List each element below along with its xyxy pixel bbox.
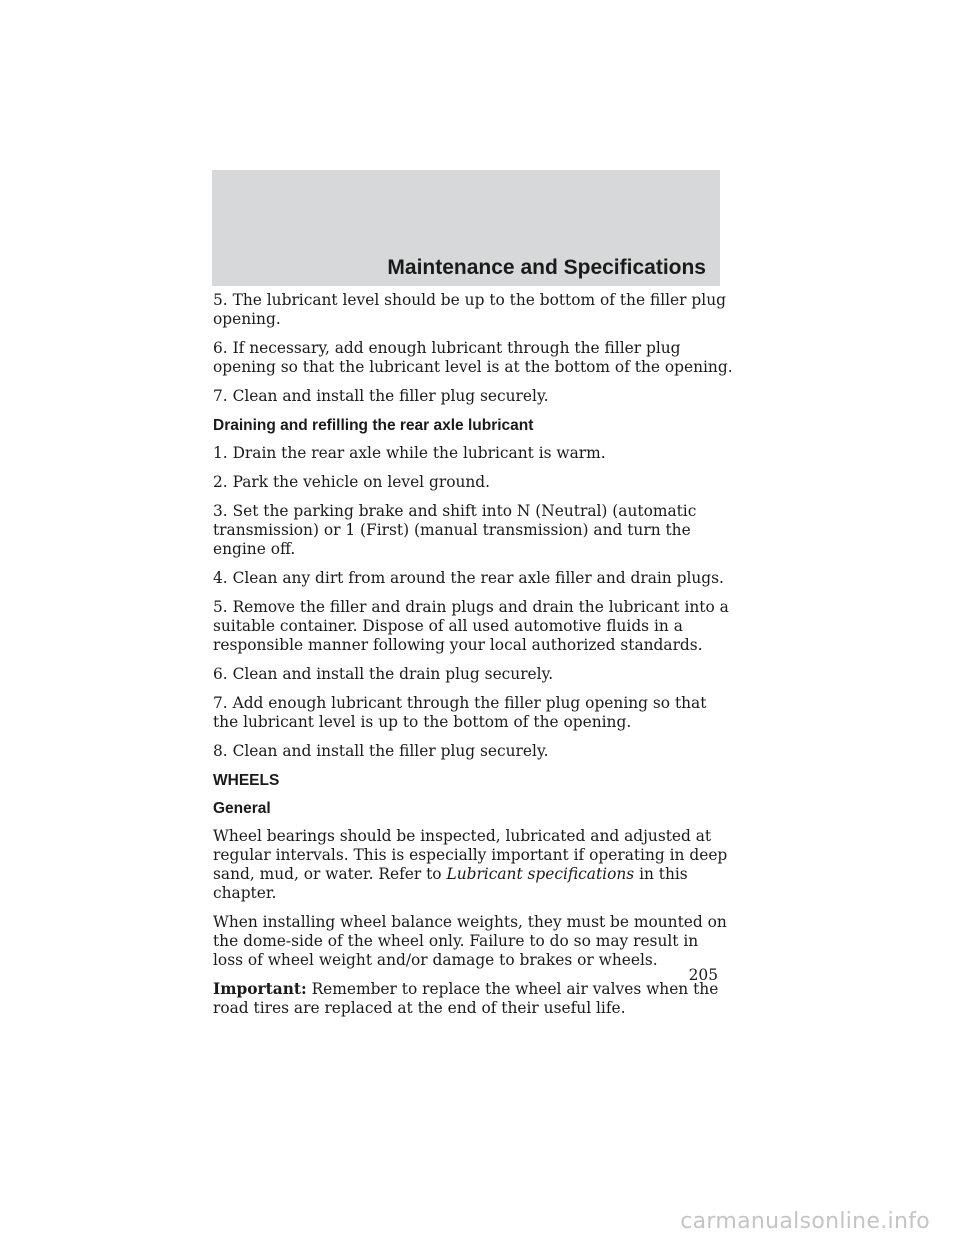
step: 6. Clean and install the drain plug securely. [213,665,554,683]
rear-axle-heading: Draining and refilling the rear axle lubricant [213,417,534,434]
important-label: Important: [213,980,307,998]
important-text: Remember to replace the wheel air valves when the road tires are replaced at the end of their useful life. [213,980,719,1017]
step: 2. Park the vehicle on level ground. [213,473,491,491]
important-note [213,980,733,1018]
step: 1. Drain the rear axle while the lubricant is warm. [213,444,606,462]
general-subheading: General [213,800,271,817]
step: 7. Add enough lubricant through the filler plug opening so that the lubricant level is up to the bottom of the opening. [213,694,707,731]
step: 4. Clean any dirt from around the rear axle filler and drain plugs. [213,569,724,587]
step: 3. Set the parking brake and shift into N (Neutral) (automatic transmission) or 1 (First) (manual transmission) and turn the engine off. [213,502,697,558]
wheel-bearings-paragraph [213,827,733,903]
step: 8. Clean and install the filler plug securely. [213,742,549,760]
section-header-band [212,170,720,286]
paragraph-text: Wheel bearings should be inspected, lubricated and adjusted at regular intervals. This is especially important if operating in deep sand, mud, or water. Refer to [213,827,728,883]
cross-reference-link[interactable]: Lubricant specifications [446,865,635,883]
balance-weights-paragraph: When installing wheel balance weights, they must be mounted on the dome-side of the wheel only. Failure to do so may result in loss of wheel weight and/or damage to brakes or wheels. [213,913,727,969]
watermark: carmanualsonline.info [680,1209,930,1234]
page-content [213,291,733,1028]
page-number: 205 [688,966,718,984]
paragraph: 5. The lubricant level should be up to the bottom of the filler plug opening. [213,291,726,328]
wheels-heading: WHEELS [213,772,280,789]
section-title: Maintenance and Specifications [387,256,706,279]
paragraph-text: in this chapter. [213,865,688,902]
paragraph: 7. Clean and install the filler plug securely. [213,387,549,405]
paragraph: 6. If necessary, add enough lubricant through the filler plug opening so that the lubricant level is at the bottom of the opening. [213,339,733,376]
step: 5. Remove the filler and drain plugs and drain the lubricant into a suitable container. Dispose of all used automotive fluids in a responsible manner following your local authorized standards. [213,598,729,654]
